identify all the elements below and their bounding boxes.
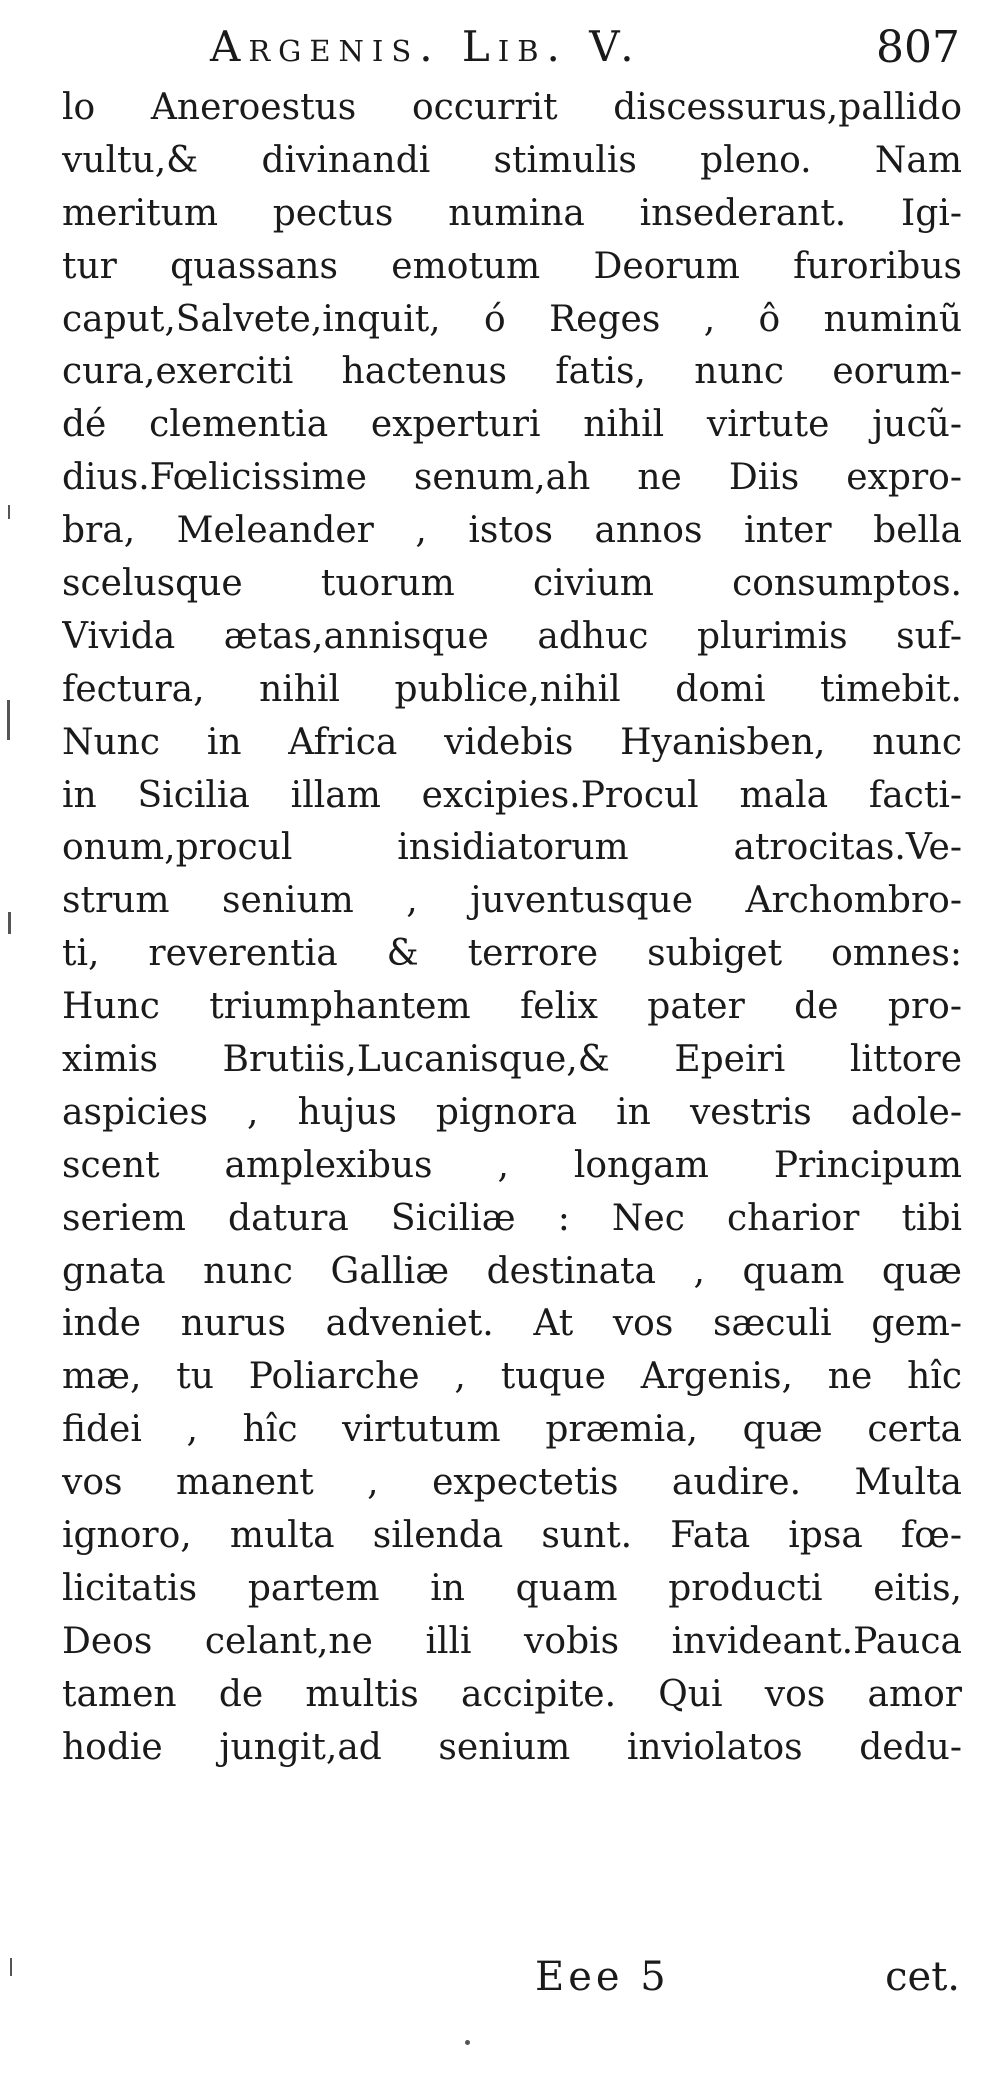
text-line: tamen de multis accipite. Qui vos amor [62,1673,962,1715]
text-line: bra, Meleander , istos annos inter bella [62,510,962,552]
text-line: Hunc triumphantem felix pater de pro- [62,986,962,1028]
text-line: seriem datura Siciliæ : Nec charior tibi [62,1197,962,1239]
text-line: lo Aneroestus occurrit discessurus,pallido [62,87,962,128]
text-line: ximis Brutiis,Lucanisque,& Epeiri littore [62,1039,962,1081]
text-line: cura,exerciti hactenus fatis, nunc eorum- [62,351,962,393]
text-line: vultu,& divinandi stimulis pleno. Nam [62,139,962,181]
running-title: Argenis. Lib. V. [210,22,642,71]
page-footer [60,1954,960,2014]
text-line: Vivida ætas,annisque adhuc plurimis suf- [62,615,962,657]
text-line: meritum pectus numina insederant. Igi- [62,192,962,234]
text-line: licitatis partem in quam producti eitis, [62,1567,962,1609]
text-line: scelusque tuorum civium consumptos. [62,563,962,605]
text-line: onum,procul insidiatorum atrocitas.Ve- [62,827,962,869]
text-line: ti, reverentia & terrore subiget omnes: [62,933,962,975]
margin-speck [8,505,10,519]
text-line: inde nurus adveniet. At vos sæculi gem- [62,1303,962,1345]
margin-speck [8,912,11,934]
text-line: tur quassans emotum Deorum furoribus [62,245,962,287]
text-line: gnata nunc Galliæ destinata , quam quæ [62,1250,962,1292]
margin-speck [10,1958,12,1976]
signature-mark: Eee 5 [535,1954,670,2000]
text-line: dé clementia experturi nihil virtute jucũ- [62,404,962,446]
text-line: fidei , hîc virtutum præmia, quæ certa [62,1409,962,1451]
margin-speck [465,2040,470,2045]
text-line: hodie jungit,ad senium inviolatos dedu- [62,1726,962,1768]
text-line: ignoro, multa silenda sunt. Fata ipsa fœ- [62,1515,962,1557]
text-line: in Sicilia illam excipies.Procul mala facti- [62,774,962,816]
catchword: cet. [885,1954,960,2000]
text-line: mæ, tu Poliarche , tuque Argenis, ne hîc [62,1356,962,1398]
margin-speck [7,700,10,740]
text-line: strum senium , juventusque Archombro- [62,880,962,922]
body-text [62,82,962,1775]
text-line: dius.Fœlicissime senum,ah ne Diis expro- [62,457,962,499]
text-line: fectura, nihil publice,nihil domi timebit. [62,668,962,710]
text-line: scent amplexibus , longam Principum [62,1144,962,1186]
text-line: Deos celant,ne illi vobis invideant.Pauca [62,1620,962,1662]
text-line: caput,Salvete,inquit, ó Reges , ô numinũ [62,298,962,340]
page-number: 807 [876,22,960,73]
text-line: Nunc in Africa videbis Hyanisben, nunc [62,721,962,763]
page-header [60,22,960,82]
text-line: aspicies , hujus pignora in vestris adole- [62,1091,962,1133]
text-line: vos manent , expectetis audire. Multa [62,1462,962,1504]
